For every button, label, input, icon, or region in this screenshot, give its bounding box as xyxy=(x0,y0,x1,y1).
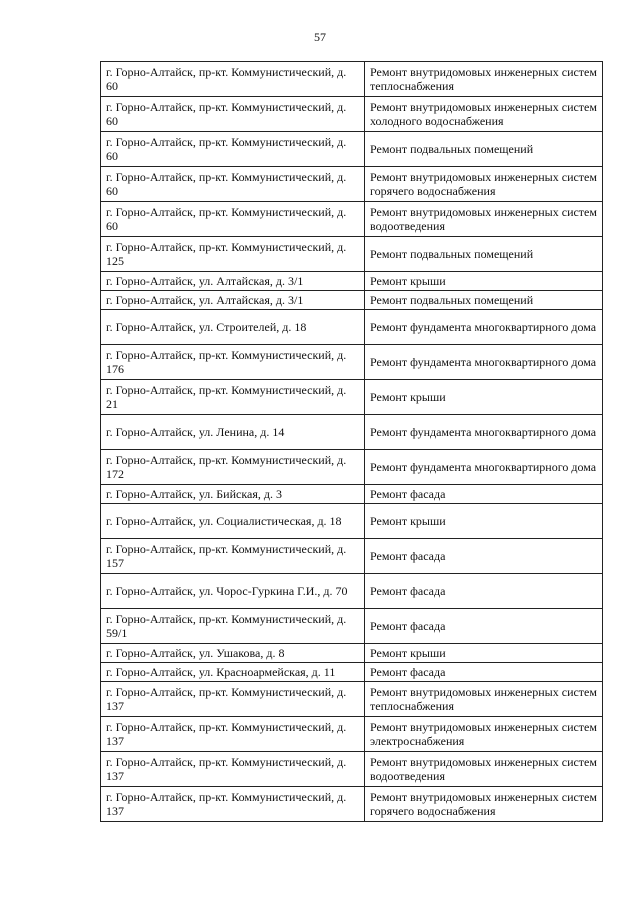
work-cell: Ремонт внутридомовых инженерных систем горячего водоснабжения xyxy=(365,167,603,202)
work-cell: Ремонт крыши xyxy=(365,504,603,539)
address-cell: г. Горно-Алтайск, пр-кт. Коммунистический, д. 59/1 xyxy=(101,609,365,644)
work-cell: Ремонт крыши xyxy=(365,644,603,663)
table-row xyxy=(101,609,603,644)
table-row xyxy=(101,539,603,574)
address-cell: г. Горно-Алтайск, пр-кт. Коммунистический, д. 137 xyxy=(101,752,365,787)
table-row xyxy=(101,167,603,202)
table-row xyxy=(101,787,603,822)
table-row xyxy=(101,663,603,682)
address-cell: г. Горно-Алтайск, ул. Чорос-Гуркина Г.И., д. 70 xyxy=(101,574,365,609)
address-cell: г. Горно-Алтайск, ул. Алтайская, д. 3/1 xyxy=(101,291,365,310)
table-row xyxy=(101,752,603,787)
work-cell: Ремонт фундамента многоквартирного дома xyxy=(365,415,603,450)
table-row xyxy=(101,380,603,415)
table-row xyxy=(101,415,603,450)
work-cell: Ремонт фундамента многоквартирного дома xyxy=(365,450,603,485)
table-row xyxy=(101,485,603,504)
table-row xyxy=(101,682,603,717)
table-row xyxy=(101,345,603,380)
address-cell: г. Горно-Алтайск, пр-кт. Коммунистический, д. 137 xyxy=(101,717,365,752)
address-cell: г. Горно-Алтайск, пр-кт. Коммунистический, д. 60 xyxy=(101,167,365,202)
table-row xyxy=(101,310,603,345)
table-row xyxy=(101,504,603,539)
work-cell: Ремонт фасада xyxy=(365,574,603,609)
repair-table xyxy=(100,61,603,822)
work-cell: Ремонт подвальных помещений xyxy=(365,237,603,272)
work-cell: Ремонт фасада xyxy=(365,609,603,644)
address-cell: г. Горно-Алтайск, пр-кт. Коммунистический, д. 137 xyxy=(101,787,365,822)
table-row xyxy=(101,291,603,310)
address-cell: г. Горно-Алтайск, ул. Красноармейская, д. 11 xyxy=(101,663,365,682)
work-cell: Ремонт внутридомовых инженерных систем водоотведения xyxy=(365,202,603,237)
address-cell: г. Горно-Алтайск, ул. Ленина, д. 14 xyxy=(101,415,365,450)
work-cell: Ремонт фундамента многоквартирного дома xyxy=(365,345,603,380)
address-cell: г. Горно-Алтайск, пр-кт. Коммунистический, д. 176 xyxy=(101,345,365,380)
table-row xyxy=(101,644,603,663)
work-cell: Ремонт крыши xyxy=(365,272,603,291)
address-cell: г. Горно-Алтайск, ул. Социалистическая, д. 18 xyxy=(101,504,365,539)
address-cell: г. Горно-Алтайск, пр-кт. Коммунистический, д. 137 xyxy=(101,682,365,717)
page-number: 57 xyxy=(314,30,326,44)
work-cell: Ремонт внутридомовых инженерных систем теплоснабжения xyxy=(365,62,603,97)
work-cell: Ремонт фасада xyxy=(365,539,603,574)
address-cell: г. Горно-Алтайск, пр-кт. Коммунистический, д. 60 xyxy=(101,97,365,132)
work-cell: Ремонт внутридомовых инженерных систем горячего водоснабжения xyxy=(365,787,603,822)
table-row xyxy=(101,237,603,272)
table-row xyxy=(101,97,603,132)
address-cell: г. Горно-Алтайск, пр-кт. Коммунистический, д. 21 xyxy=(101,380,365,415)
table-row xyxy=(101,574,603,609)
address-cell: г. Горно-Алтайск, пр-кт. Коммунистический, д. 157 xyxy=(101,539,365,574)
address-cell: г. Горно-Алтайск, ул. Алтайская, д. 3/1 xyxy=(101,272,365,291)
table-row xyxy=(101,202,603,237)
address-cell: г. Горно-Алтайск, ул. Строителей, д. 18 xyxy=(101,310,365,345)
work-cell: Ремонт внутридомовых инженерных систем электроснабжения xyxy=(365,717,603,752)
work-cell: Ремонт фасада xyxy=(365,663,603,682)
work-cell: Ремонт крыши xyxy=(365,380,603,415)
address-cell: г. Горно-Алтайск, пр-кт. Коммунистический, д. 60 xyxy=(101,132,365,167)
table-row xyxy=(101,450,603,485)
table-row xyxy=(101,717,603,752)
work-cell: Ремонт внутридомовых инженерных систем холодного водоснабжения xyxy=(365,97,603,132)
work-cell: Ремонт подвальных помещений xyxy=(365,291,603,310)
address-cell: г. Горно-Алтайск, пр-кт. Коммунистический, д. 125 xyxy=(101,237,365,272)
address-cell: г. Горно-Алтайск, ул. Ушакова, д. 8 xyxy=(101,644,365,663)
table-row xyxy=(101,272,603,291)
address-cell: г. Горно-Алтайск, ул. Бийская, д. 3 xyxy=(101,485,365,504)
work-cell: Ремонт фундамента многоквартирного дома xyxy=(365,310,603,345)
work-cell: Ремонт внутридомовых инженерных систем теплоснабжения xyxy=(365,682,603,717)
work-cell: Ремонт фасада xyxy=(365,485,603,504)
work-cell: Ремонт подвальных помещений xyxy=(365,132,603,167)
address-cell: г. Горно-Алтайск, пр-кт. Коммунистический, д. 60 xyxy=(101,62,365,97)
address-cell: г. Горно-Алтайск, пр-кт. Коммунистический, д. 60 xyxy=(101,202,365,237)
address-cell: г. Горно-Алтайск, пр-кт. Коммунистический, д. 172 xyxy=(101,450,365,485)
table-row xyxy=(101,62,603,97)
table-row xyxy=(101,132,603,167)
work-cell: Ремонт внутридомовых инженерных систем водоотведения xyxy=(365,752,603,787)
